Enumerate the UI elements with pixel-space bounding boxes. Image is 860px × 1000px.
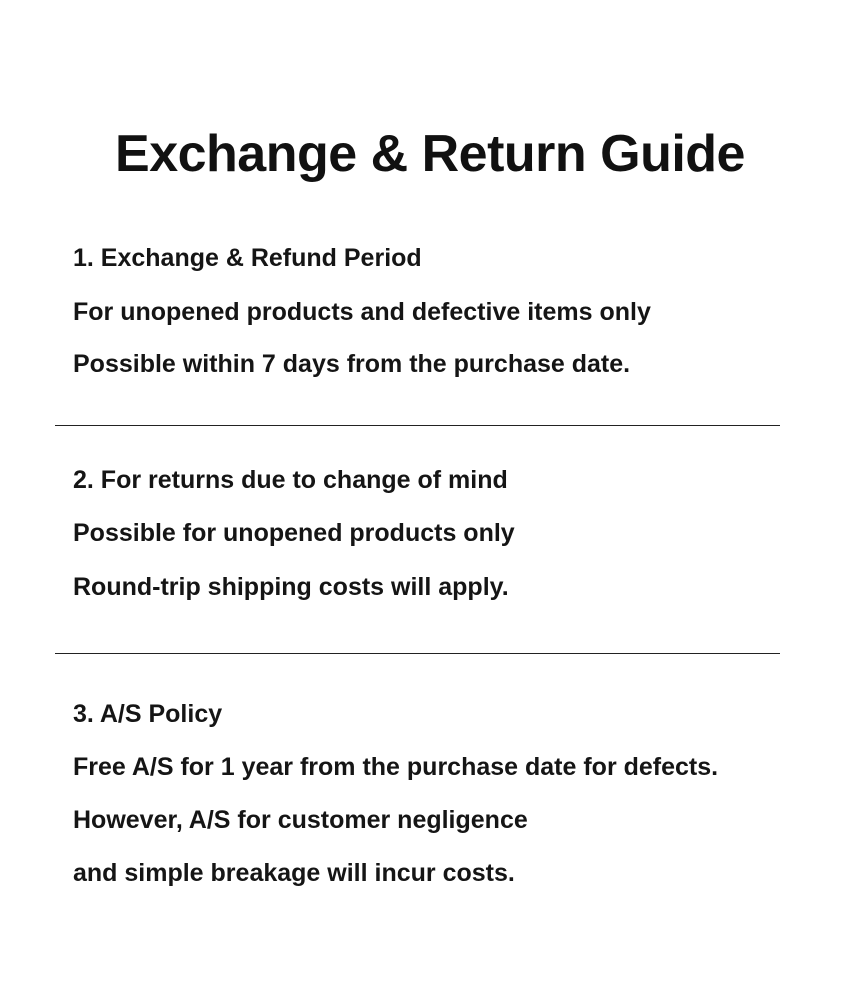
section-text: However, A/S for customer negligence <box>73 806 528 834</box>
page-title: Exchange & Return Guide <box>115 125 745 183</box>
section-text: and simple breakage will incur costs. <box>73 859 515 887</box>
section-heading: 1. Exchange & Refund Period <box>73 244 422 272</box>
section-heading: 2. For returns due to change of mind <box>73 466 508 494</box>
divider <box>55 653 780 654</box>
section-text: Round-trip shipping costs will apply. <box>73 573 509 601</box>
section-text: Free A/S for 1 year from the purchase date for defects. <box>73 753 719 781</box>
section-text: Possible for unopened products only <box>73 519 515 547</box>
section-text: Possible within 7 days from the purchase date. <box>73 350 631 378</box>
section-heading: 3. A/S Policy <box>73 700 223 728</box>
divider <box>55 425 780 426</box>
section-text: For unopened products and defective items only <box>73 298 651 326</box>
